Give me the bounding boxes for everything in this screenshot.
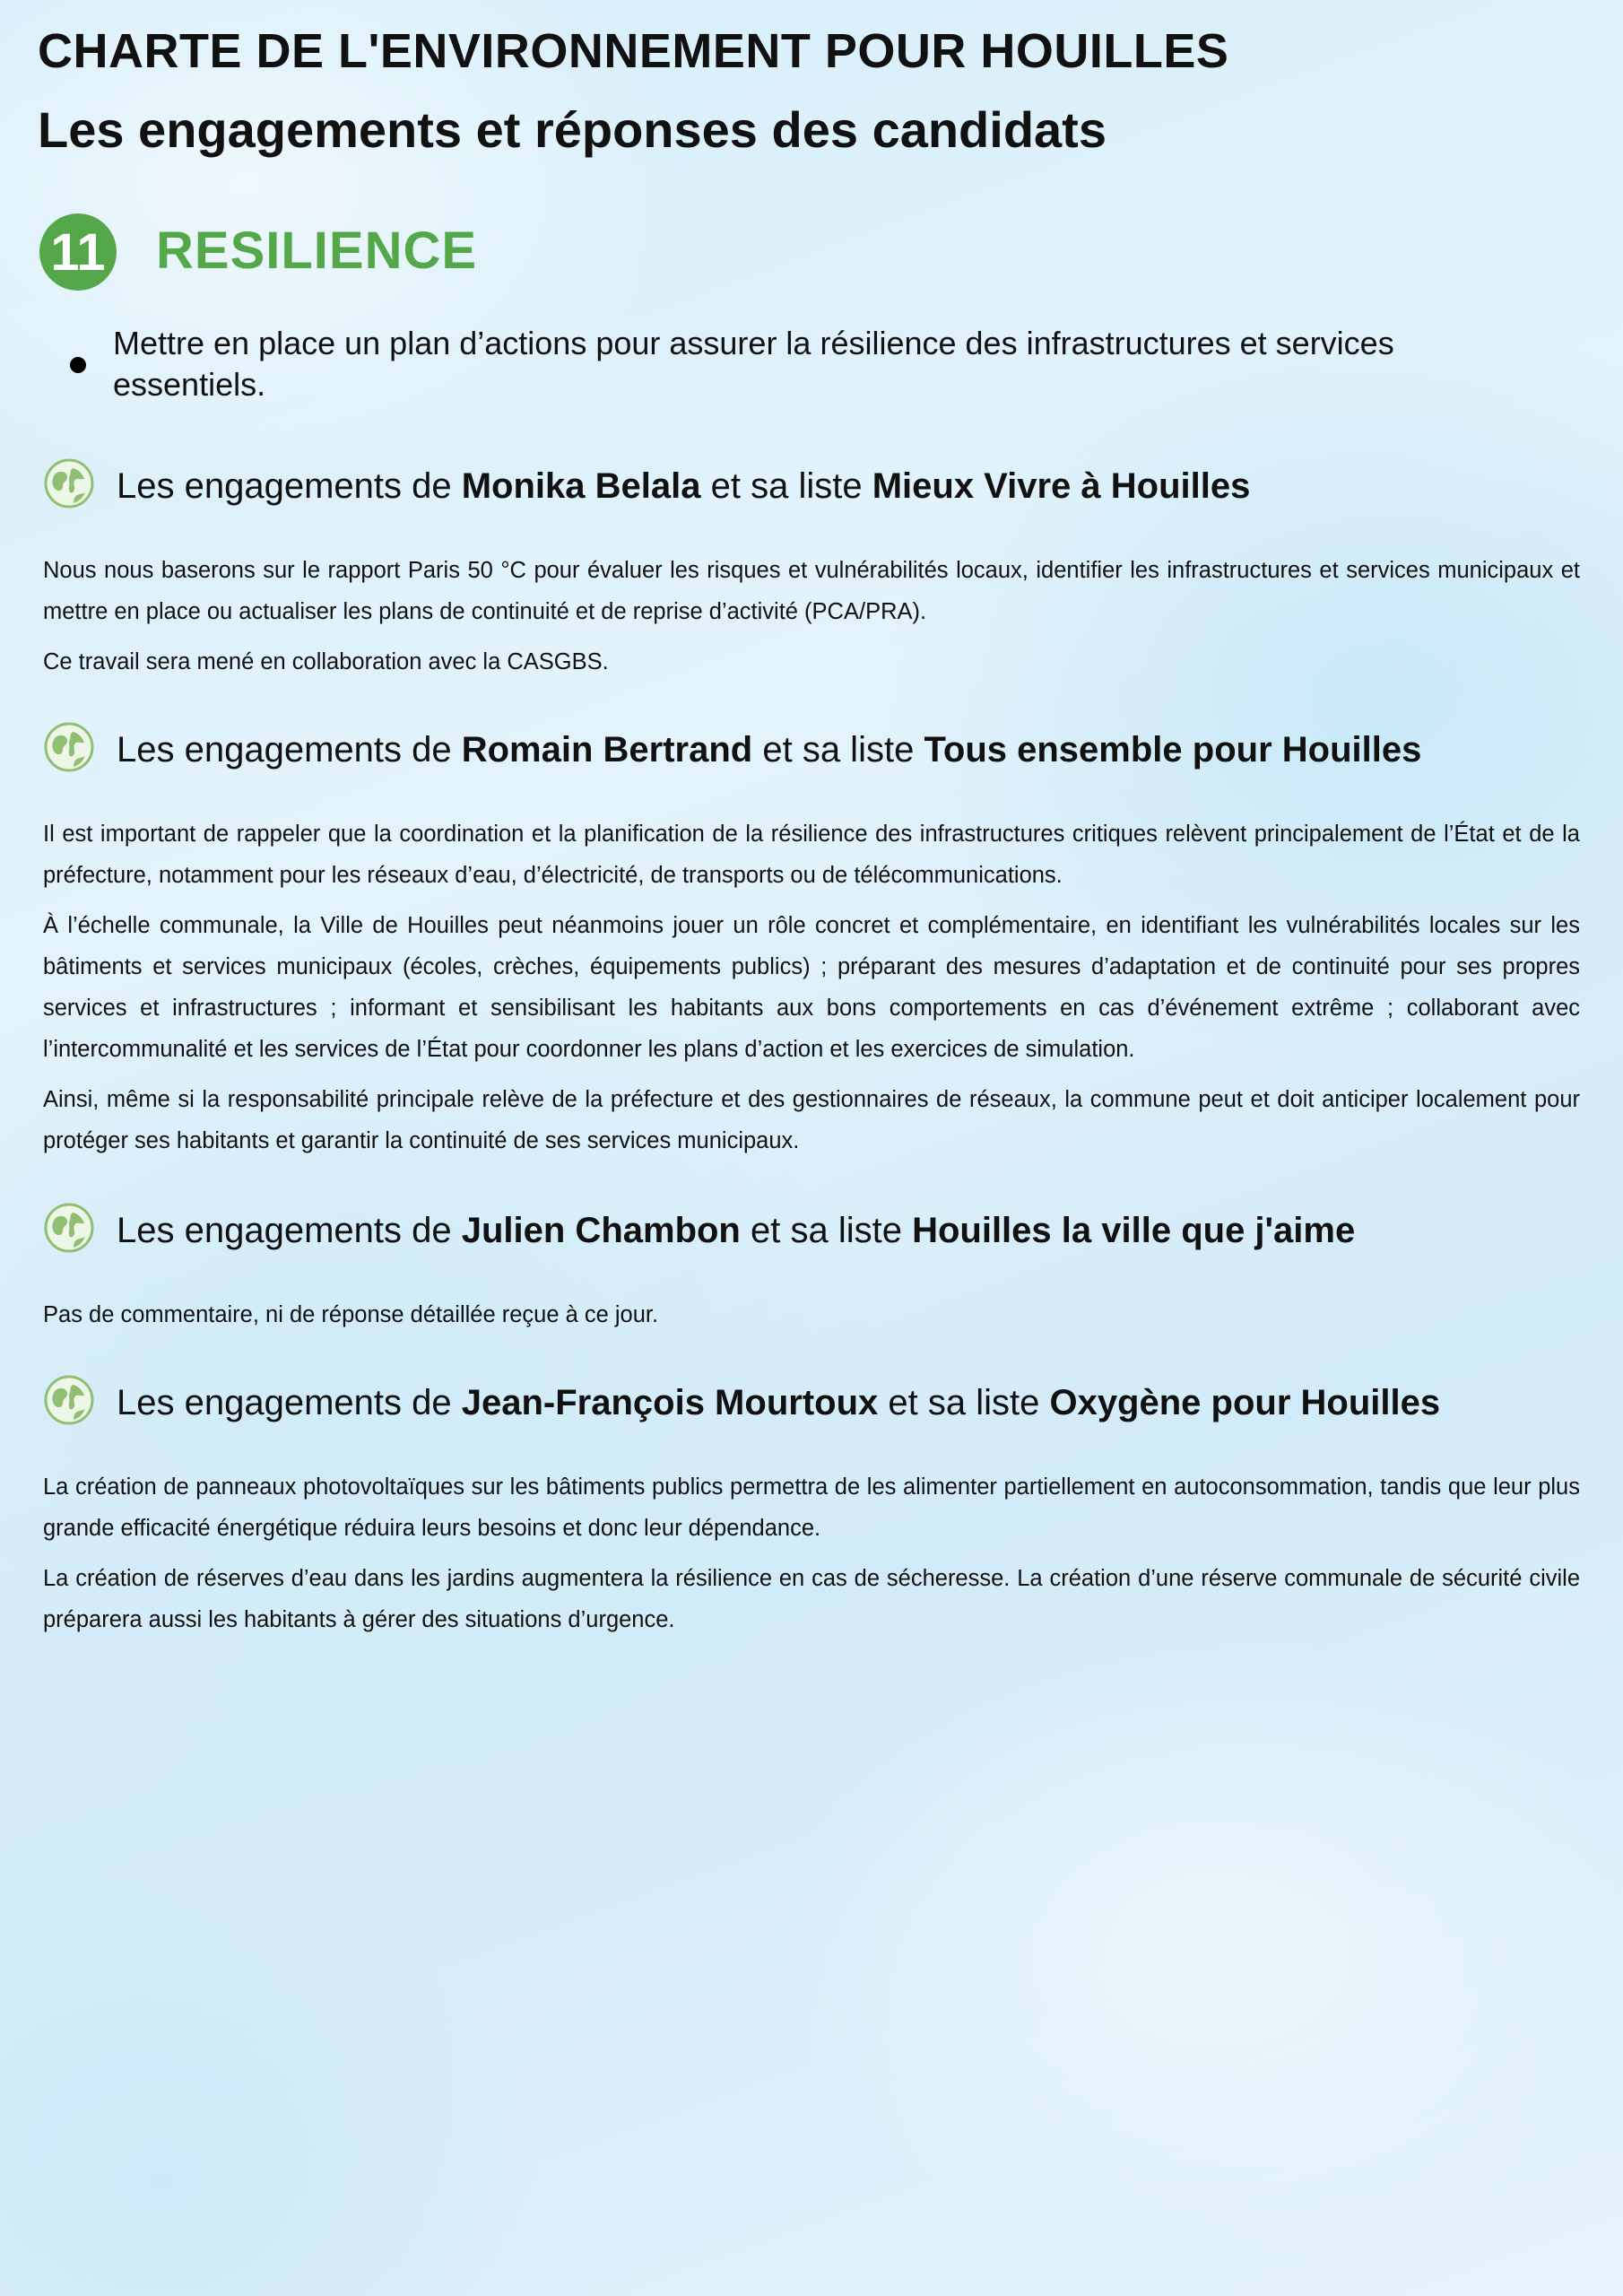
response-paragraph: La création de panneaux photovoltaïques sur les bâtiments publics permettra de les alimenter partiellement en autoconsommation, tandis que leur plus grande efficacité énergétique réduira leurs besoins et donc leur dépendance. [43, 1474, 1580, 1541]
document-subtitle: Les engagements et réponses des candidats [38, 101, 1107, 158]
candidate-list-name: Houilles la ville que j'aime [912, 1211, 1356, 1250]
candidate-heading-text: Les engagements de Monika Belala et sa liste Mieux Vivre à Houilles [117, 466, 1251, 506]
response-paragraph: Il est important de rappeler que la coordination et la planification de la résilience des infrastructures critiques relèvent principalement de l’État et de la préfecture, notamment pour les réseaux d’eau, d’électricité, de transports ou de télécommunications. [43, 822, 1580, 888]
response-paragraph: À l’échelle communale, la Ville de Houilles peut néanmoins jouer un rôle concret et complémentaire, en identifiant les vulnérabilités locales sur les bâtiments et services municipaux (écoles, crèches, équipements publics) ; préparant des mesures d’adaptation et de continuité pour ses propres services et infrastructures ; informant et sensibilisant les habitants aux bons comportements en cas d’événement extrême ; collaborant avec l’intercommunalité et les services de l’État pour coordonner les plans d’action et les exercices de simulation. [43, 913, 1580, 1062]
candidate-list-name: Mieux Vivre à Houilles [872, 466, 1251, 506]
candidate-name: Julien Chambon [461, 1211, 741, 1250]
section-number-badge: 11 [39, 213, 117, 291]
response-paragraph: La création de réserves d’eau dans les jardins augmentera la résilience en cas de sécheresse. La création d’une réserve communale de sécurité civile préparera aussi les habitants à gérer des situations d’urgence. [43, 1566, 1580, 1632]
globe-icon [43, 457, 95, 509]
candidate-list-name: Tous ensemble pour Houilles [924, 730, 1422, 770]
candidate-heading-text: Les engagements de Jean-François Mourtoux et sa liste Oxygène pour Houilles [117, 1383, 1441, 1422]
candidate-name: Monika Belala [461, 466, 701, 506]
document-title: CHARTE DE L'ENVIRONNEMENT POUR HOUILLES [38, 24, 1229, 78]
candidate-response [43, 550, 1580, 691]
candidate-response [43, 813, 1580, 1170]
objective-text: Mettre en place un plan d’actions pour assurer la résilience des infrastructures et services essentiels. [113, 325, 1394, 403]
response-paragraph: Pas de commentaire, ni de réponse détaillée reçue à ce jour. [43, 1302, 659, 1327]
candidate-response [43, 1294, 1580, 1344]
response-paragraph: Ainsi, même si la responsabilité principale relève de la préfecture et des gestionnaires de réseaux, la commune peut et doit anticiper localement pour protéger ses habitants et garantir la continuité de ses services municipaux. [43, 1087, 1580, 1153]
globe-icon [43, 1374, 95, 1426]
candidate-heading-text: Les engagements de Romain Bertrand et sa liste Tous ensemble pour Houilles [117, 730, 1422, 770]
candidate-name: Romain Bertrand [461, 730, 753, 770]
response-paragraph: Ce travail sera mené en collaboration avec la CASGBS. [43, 649, 609, 674]
globe-icon [43, 721, 95, 773]
candidate-list-name: Oxygène pour Houilles [1049, 1383, 1441, 1422]
response-paragraph: Nous nous baserons sur le rapport Paris 50 °C pour évaluer les risques et vulnérabilités locaux, identifier les infrastructures et services municipaux et mettre en place ou actualiser les plans de continuité et de reprise d’activité (PCA/PRA). [43, 558, 1580, 624]
candidate-name: Jean-François Mourtoux [461, 1383, 879, 1422]
candidate-response [43, 1466, 1580, 1649]
candidate-heading-text: Les engagements de Julien Chambon et sa liste Houilles la ville que j'aime [117, 1211, 1356, 1250]
section-title: RESILIENCE [156, 222, 478, 280]
bullet-dot-icon [70, 357, 86, 373]
globe-icon [43, 1202, 95, 1254]
